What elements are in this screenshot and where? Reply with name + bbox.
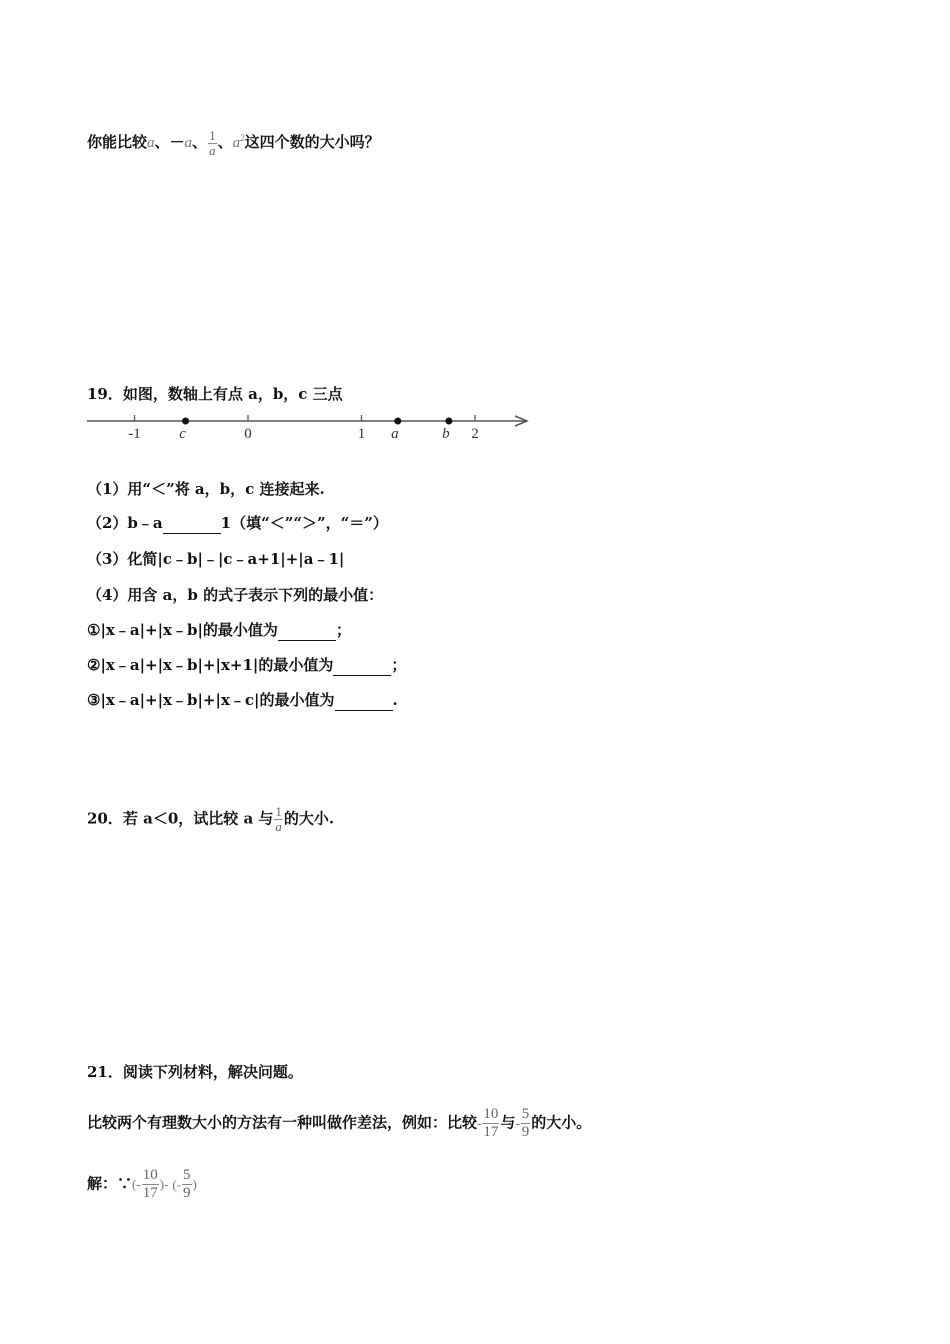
q18-prefix: 你能比较 [87,133,148,151]
q21-sol-f2-num: 5 [183,1167,191,1183]
q18-term-a: a [147,135,155,151]
number-line-tick-label: 0 [244,426,252,442]
number-line-point-label: a [391,426,399,442]
q19-sub4-2-pre: ②|x﹣a|+|x﹣b|+|x+1|的最小值为 [87,656,334,674]
number-line-point-a [394,418,401,425]
q20-frac-num: 1 [275,804,282,819]
q18-term-neg: － [169,133,185,151]
q21-fraction-2 [521,1106,531,1141]
q21-neg1: - [477,1115,482,1131]
q20-line [87,805,334,834]
q19-sub2-pre: （2）b﹣a [87,514,163,532]
q19-sub1: （1）用“＜”将 a，b，c 连接起来. [87,480,325,498]
q21-sol-fraction-2 [182,1167,192,1202]
q21-sol-fraction-1 [142,1167,159,1202]
q19-sub4-1-pre: ①|x﹣a|+|x﹣b|的最小值为 [87,621,278,639]
q20-suffix: 的大小. [283,809,335,828]
q18-sep3: 、 [217,133,233,151]
q19-sub4-2-post: ； [391,656,407,674]
q18-sep1: 、 [154,133,170,151]
q19-sub4: （4）用含 a，b 的式子表示下列的最小值： [87,586,384,604]
q20-fraction [274,805,283,834]
number-line-tick-label: 1 [357,426,366,442]
q21-sol-close1: )- [159,1176,169,1192]
q21-sol-open2: (- [172,1176,182,1192]
q21-f1-den: 17 [483,1124,499,1140]
q21-intro [87,1106,591,1141]
q19-sub4-3 [87,690,398,711]
answer-blank-sub4-2[interactable] [333,655,391,676]
number-line-point-label: c [179,426,186,442]
number-line-point-c [182,418,189,425]
q21-sol-f2-den: 9 [183,1185,191,1201]
q21-f2-num: 5 [521,1106,530,1122]
q20-frac-den: a [275,819,282,834]
q18-line [87,128,380,158]
answer-blank-sub2[interactable] [163,513,221,534]
q21-intro-mid: 与 [500,1113,516,1132]
number-line-tick-label: -1 [128,426,141,442]
q18-term-sq-exp: 2 [240,133,245,143]
q21-f1-num: 10 [483,1106,499,1122]
q18-fraction [208,129,217,158]
q18-term-sq: a [232,135,241,151]
q21-intro-pre: 比较两个有理数大小的方法有一种叫做作差法，例如：比较 [87,1113,478,1132]
q19-sub2-post: 1（填“＜”“＞”，“＝”） [220,514,388,532]
q21-solution [87,1167,197,1202]
number-line-point-b [445,418,452,425]
q21-fraction-1 [482,1106,499,1141]
q21-sol-f1-num: 10 [142,1167,158,1183]
q21-sol-close2: ) [192,1176,197,1192]
q21-sol-f1-den: 17 [142,1185,158,1201]
answer-blank-sub4-3[interactable] [335,690,393,711]
q18-frac-num: 1 [209,127,216,143]
q21-neg2: - [515,1115,520,1131]
q19-sub4-3-pre: ③|x﹣a|+|x﹣b|+|x﹣c|的最小值为 [87,691,335,709]
q19-sub2 [87,513,388,534]
q19-sub4-2 [87,655,406,676]
q21-intro-post: 的大小。 [531,1113,592,1132]
q21-title: 21．阅读下列材料，解决问题。 [87,1063,303,1081]
q19-title: 19．如图，数轴上有点 a，b，c 三点 [87,385,343,403]
q20-prefix: 20．若 a＜0，试比较 a 与 [87,809,274,828]
answer-blank-sub4-1[interactable] [278,620,336,641]
q18-sep2: 、 [192,133,208,151]
q21-sol-label: 解：∵ [87,1174,133,1193]
q21-f2-den: 9 [521,1124,530,1140]
q18-suffix: 这四个数的大小吗？ [244,133,380,151]
q21-sol-open1: (- [132,1176,141,1192]
number-line-point-label: b [442,426,450,442]
q19-sub4-3-post: . [392,691,398,709]
q18-frac-den: a [209,142,216,158]
q19-sub3: （3）化简|c﹣b|﹣|c﹣a+1|+|a﹣1| [87,550,345,568]
number-line-figure [85,408,537,444]
number-line-tick-label: 2 [471,426,479,442]
q18-term-neg-a: a [184,135,193,151]
q19-sub4-1 [87,620,351,641]
q19-sub4-1-post: ； [335,621,351,639]
